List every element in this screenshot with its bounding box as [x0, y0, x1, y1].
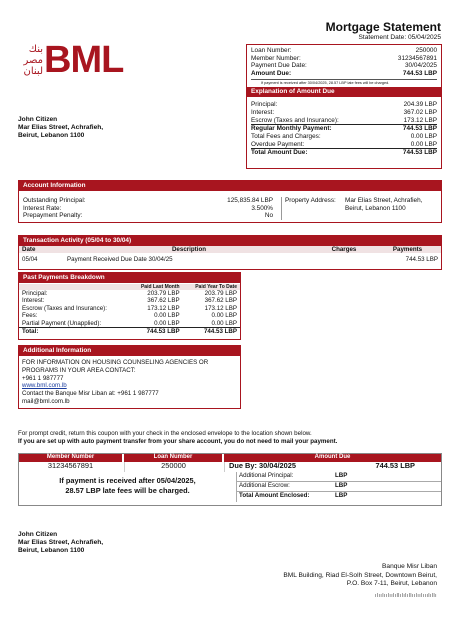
property-line1: Mar Elias Street, Achrafieh, — [345, 197, 423, 204]
counseling-line2: PROGRAMS IN YOUR AREA CONTACT: — [22, 366, 136, 374]
property-line2: Beirut, Lebanon 1100 — [345, 204, 406, 212]
transaction-box — [18, 235, 442, 270]
explanation-row-total: Total Amount Due: 744.53 LBP — [251, 149, 437, 157]
coupon-instructions — [18, 430, 442, 446]
explanation-row-regular: Regular Monthly Payment: 744.53 LBP — [251, 125, 437, 133]
table-row — [19, 256, 441, 263]
table-row: Partial Payment (Unapplied): 0.00 LBP 0.00 LBP — [22, 319, 237, 327]
col-charges: Charges — [331, 246, 357, 253]
table-row: Fees: 0.00 LBP 0.00 LBP — [22, 312, 237, 320]
txn-description: Payment Received Due Date 30/04/25 — [67, 256, 173, 264]
statement-date: Statement Date: 05/04/2025 — [358, 34, 441, 41]
recipient-name: John Citizen — [18, 116, 58, 123]
counseling-line1: FOR INFORMATION ON HOUSING COUNSELING AGENCIES OR — [22, 359, 209, 366]
col-paid-last-month: Paid Last Month — [140, 284, 180, 290]
summary-row-amount-due: Amount Due: 744.53 LBP — [251, 70, 437, 78]
extra-escrow-row[interactable]: Additional Escrow: LBP — [237, 482, 441, 492]
mail-from-address — [18, 531, 103, 556]
account-row: Prepayment Penalty: No — [23, 212, 273, 220]
table-row: Escrow (Taxes and Insurance): 173.12 LBP 173.12 LBP — [22, 304, 237, 312]
account-info-header: Account Information — [19, 181, 441, 191]
table-row-total: Total: 744.53 LBP 744.53 LBP — [19, 328, 240, 336]
col-paid-ytd: Paid Year To Date — [195, 284, 237, 290]
txn-date: 05/04 — [22, 256, 38, 264]
account-info-box — [18, 180, 442, 223]
mail-line1: Mar Elias Street, Achrafieh, — [18, 539, 104, 547]
txn-charges — [314, 256, 374, 263]
counseling-phone: +961 1 987777 — [22, 374, 64, 382]
mail-name: John Citizen — [18, 531, 58, 538]
txn-payments: 744.53 LBP — [405, 256, 438, 264]
website-link[interactable]: www.bml.com.lb — [22, 382, 67, 390]
late-line2: 28.57 LBP late fees will be charged. — [65, 485, 190, 495]
summary-row: Loan Number: 250000 — [251, 47, 437, 54]
bank-address — [283, 563, 437, 589]
coupon-late-fee-note — [19, 472, 236, 502]
coupon-member-header: Member Number — [19, 454, 122, 462]
total-enclosed-row[interactable]: Total Amount Enclosed: LBP — [239, 492, 348, 499]
logo-arabic: بنك مصر لبنان — [23, 44, 43, 77]
explanation-row: Total Fees and Charges: 0.00 LBP — [251, 133, 437, 141]
explanation-row: Interest: 367.02 LBP — [251, 108, 437, 116]
extra-principal-row[interactable]: Additional Principal: LBP — [237, 472, 441, 482]
past-payments-header: Past Payments Breakdown — [19, 273, 240, 283]
coupon-due-date: Due By: 30/04/2025 — [229, 461, 296, 470]
bank-line2: P.O. Box 7-11, Beirut, Lebanon — [346, 580, 437, 588]
logo-bml: BML — [44, 39, 124, 81]
instruction-line1: For prompt credit, return this coupon with your check in the enclosed envelope to the location shown below. — [18, 430, 312, 437]
mail-line2: Beirut, Lebanon 1100 — [18, 547, 85, 555]
summary-row: Payment Due Date: 30/04/2025 — [251, 62, 437, 70]
col-date: Date — [22, 246, 36, 253]
account-row: Outstanding Principal: 125,835.84 LBP — [23, 197, 273, 204]
table-row: Interest: 367.62 LBP 367.62 LBP — [22, 297, 237, 305]
postal-barcode: ılıılıılıılıllılılıllıılıılııılıllı — [375, 593, 437, 599]
coupon-loan-number: 250000 — [124, 462, 222, 472]
recipient-line2: Beirut, Lebanon 1100 — [18, 132, 85, 140]
recipient-address — [18, 116, 103, 141]
payment-coupon — [18, 453, 442, 506]
additional-info-header: Additional Information — [19, 346, 240, 356]
account-row: Interest Rate: 3.500% — [23, 204, 273, 212]
late-fee-note: If payment is received after 30/04/2025, 28.57 LBP late fees will be charged. — [251, 79, 437, 87]
coupon-amount-header: Amount Due — [224, 454, 441, 462]
explanation-row: Overdue Payment: 0.00 LBP — [251, 140, 437, 148]
coupon-loan-header: Loan Number — [124, 454, 222, 462]
recipient-line1: Mar Elias Street, Achrafieh, — [18, 124, 104, 132]
bank-name: Banque Misr Liban — [382, 563, 437, 570]
explanation-row: Escrow (Taxes and Insurance): 173.12 LBP — [251, 116, 437, 124]
explanation-header: Explanation of Amount Due — [247, 87, 441, 97]
transaction-header: Transaction Activity (05/04 to 30/04) — [19, 236, 441, 246]
statement-title: Mortgage Statement — [325, 20, 441, 34]
email-link[interactable]: mail@bml.com.lb — [22, 397, 70, 405]
contact-line: Contact the Banque Misr Liban at: +961 1 987777 — [22, 390, 159, 397]
instruction-line2: If you are set up with auto payment transfer from your share account, you do not need to mail your payment. — [18, 438, 338, 446]
col-payments: Payments — [392, 246, 423, 253]
col-description: Description — [171, 246, 207, 253]
past-payments-box — [18, 272, 241, 340]
summary-box — [246, 44, 442, 169]
bank-line1: BML Building, Riad El-Solh Street, Downtown Beirut, — [283, 571, 437, 579]
additional-info-box — [18, 345, 241, 409]
explanation-row: Principal: 204.39 LBP — [251, 101, 437, 109]
coupon-due-amount: 744.53 LBP — [375, 461, 415, 470]
summary-row: Member Number: 31234567891 — [251, 54, 437, 62]
late-line1: If payment is received after 05/04/2025, — [59, 476, 196, 485]
table-row: Principal: 203.79 LBP 203.79 LBP — [22, 290, 237, 297]
coupon-member-number: 31234567891 — [47, 461, 94, 470]
property-label: Property Address: — [285, 197, 336, 204]
